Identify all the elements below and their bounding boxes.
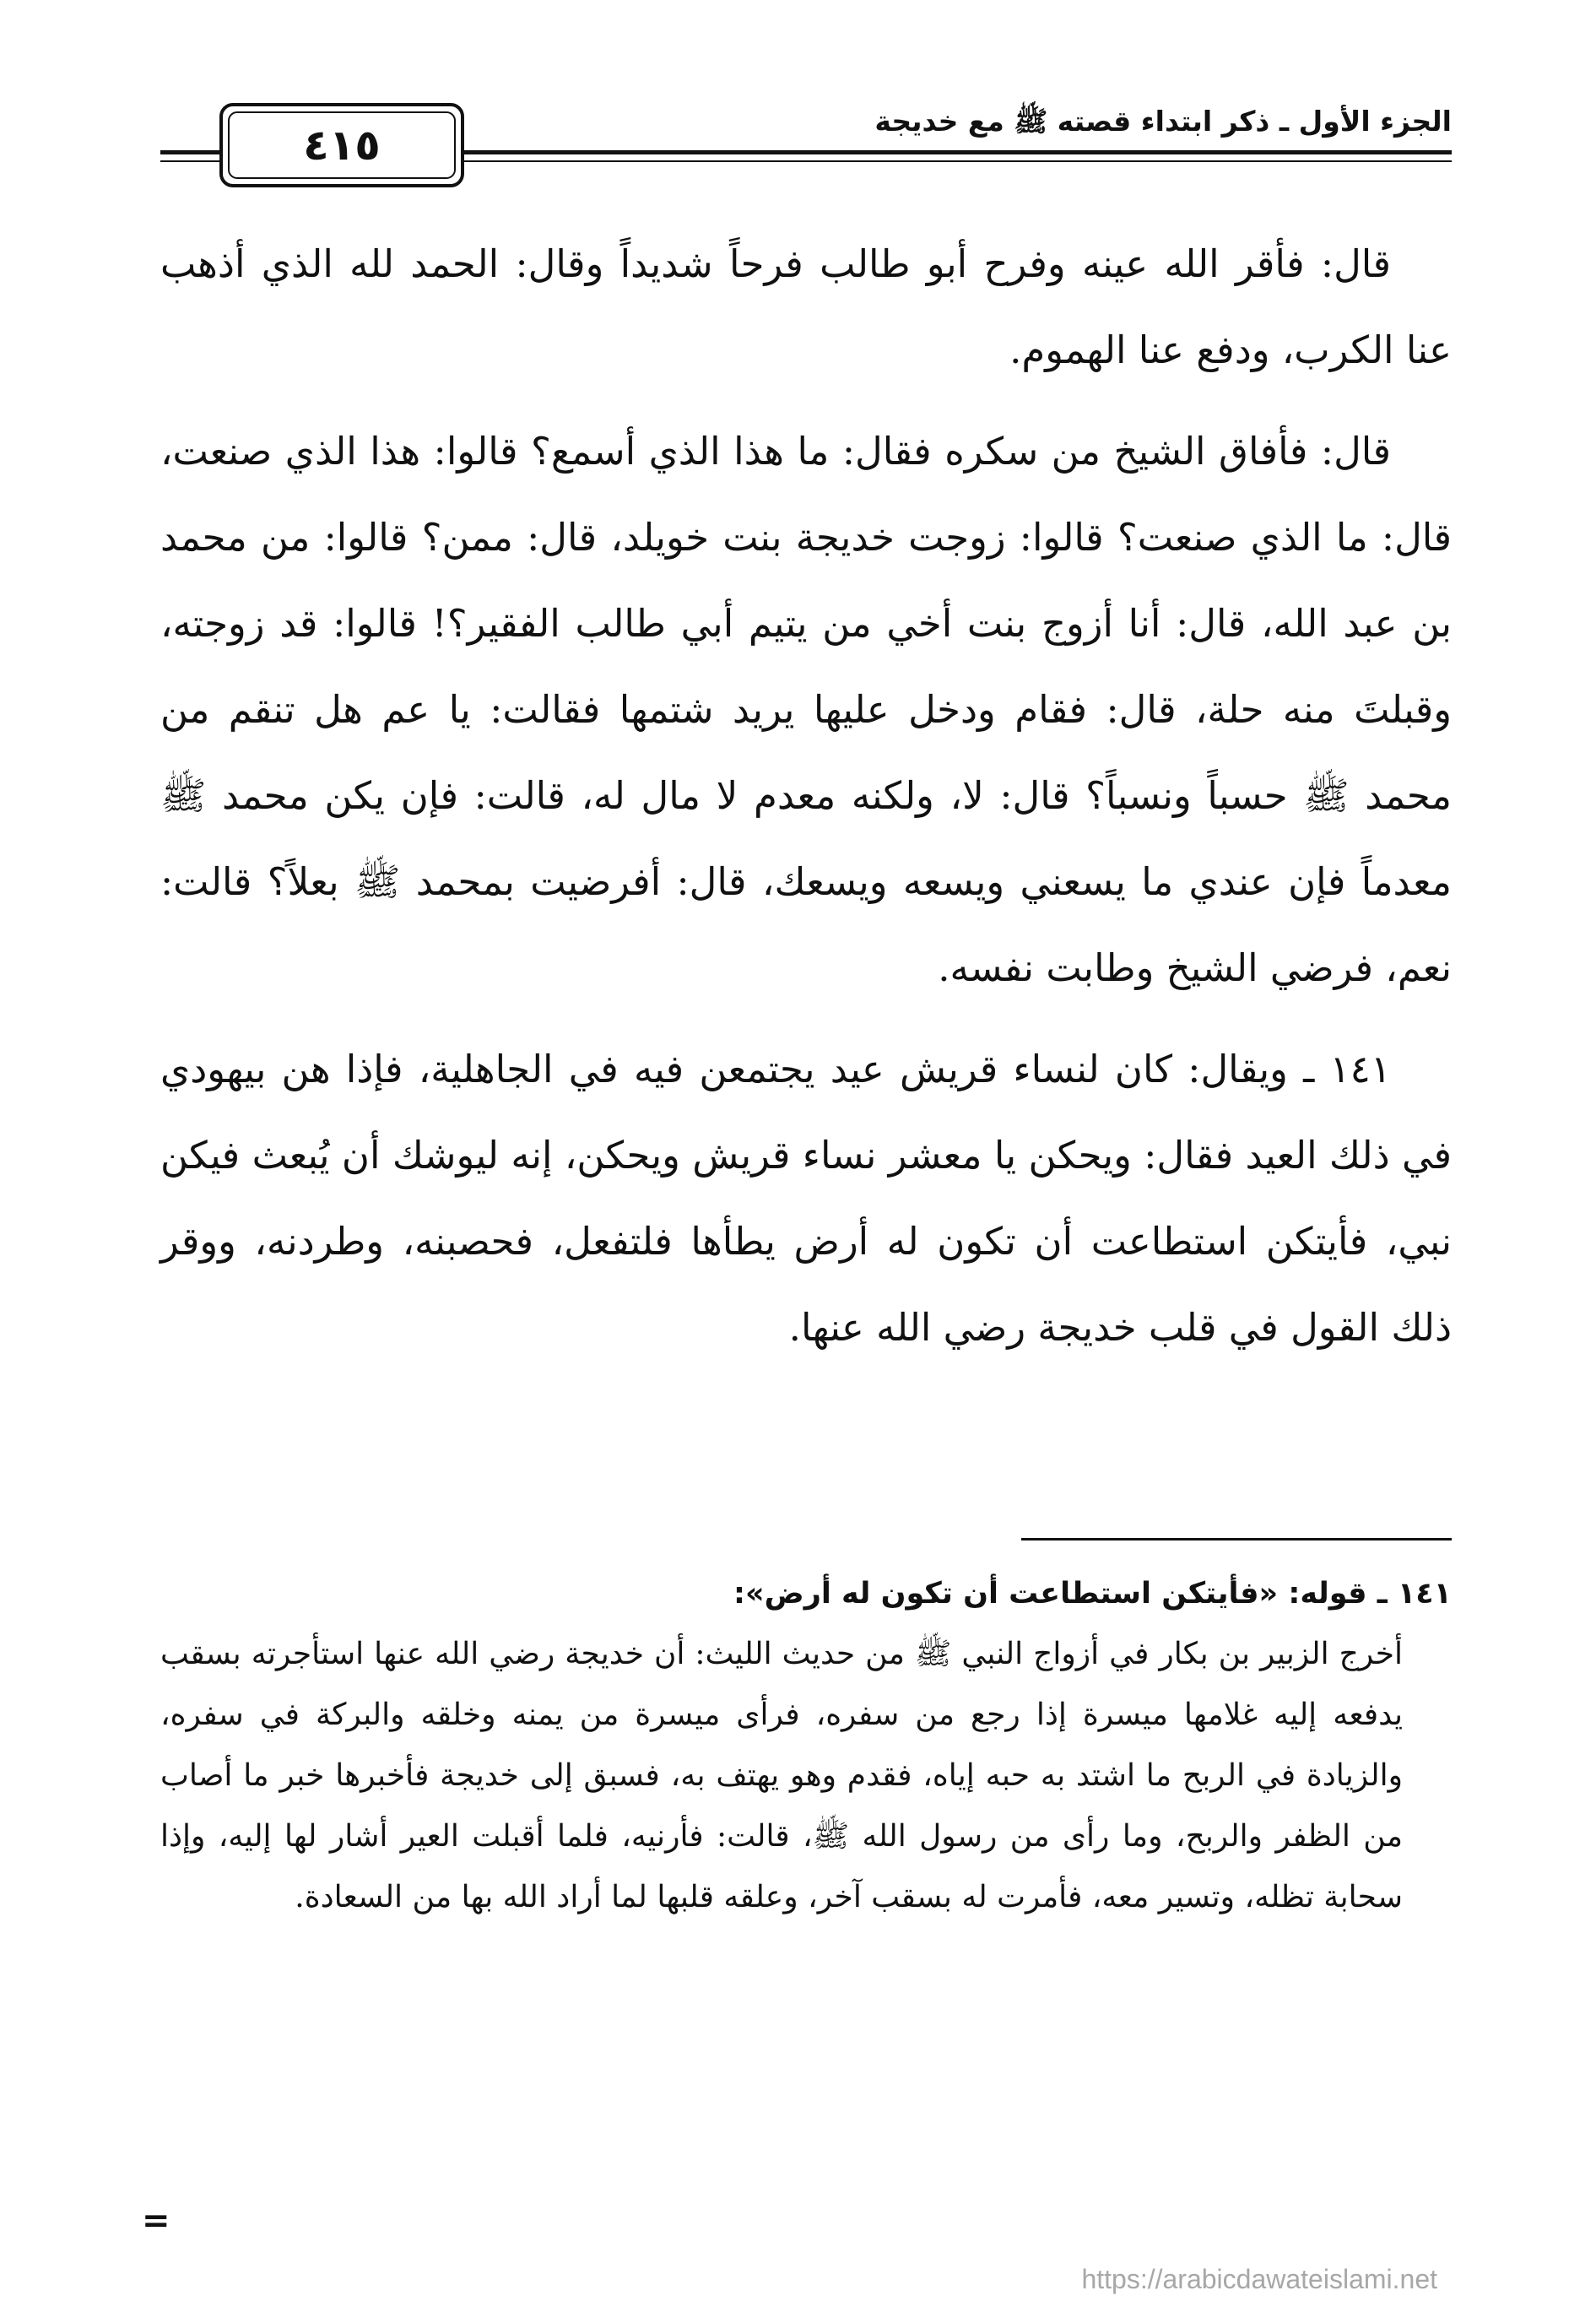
watermark-url: https://arabicdawateislami.net	[1081, 2264, 1437, 2294]
page-number-frame	[219, 103, 464, 187]
footnote-separator	[1021, 1538, 1452, 1541]
running-title: الجزء الأول ـ ذكر ابتداء قصته ﷺ مع خديجة	[874, 105, 1452, 138]
paragraph-2: قال: فأفاق الشيخ من سكره فقال: ما هذا الذي أسمع؟ قالوا: هذا الذي صنعت، قال: ما الذي صنعت؟ قالوا: زوجت خديجة بنت خويلد، قال: ممن؟ قالوا: من محمد بن عبد الله، قال: أنا أزوج بنت أخي من يتيم أبي طالب الفقير؟! قالوا: قد زوجته، وقبلتَ منه حلة، قال: فقام ودخل عليها يريد شتمها فقالت: يا عم هل تنقم من محمد ﷺ حسباً ونسباً؟ قال: لا، ولكنه معدم لا مال له، قالت: فإن يكن محمد ﷺ معدماً فإن عندي ما يسعني ويسعه ويسعك، قال: أفرضيت بمحمد ﷺ بعلاً؟ قالت: نعم، فرضي الشيخ وطابت نفسه.	[160, 429, 1452, 990]
footnote-section	[160, 1563, 1452, 1928]
paragraph-3: ١٤١ ـ ويقال: كان لنساء قريش عيد يجتمعن فيه في الجاهلية، فإذا هن بيهودي في ذلك العيد فقال: ويحكن يا معشر نساء قريش ويحكن، إنه ليوشك أن يُبعث فيكن نبي، فأيتكن استطاعت أن تكون له أرض يطأها فلتفعل، فحصبنه، وطردنه، ووقر ذلك القول في قلب خديجة رضي الله عنها.	[160, 1047, 1452, 1350]
running-header	[160, 93, 1452, 194]
continuation-mark: =	[142, 2201, 170, 2240]
paragraph-1: قال: فأقر الله عينه وفرح أبو طالب فرحاً شديداً وقال: الحمد لله الذي أذهب عنا الكرب، ودفع عنا الهموم.	[160, 241, 1452, 372]
footnote-heading: ١٤١ ـ قوله: «فأيتكن استطاعت أن تكون له أرض»:	[733, 1577, 1452, 1611]
footnote-body: أخرج الزبير بن بكار في أزواج النبي ﷺ من حديث الليث: أن خديجة رضي الله عنها استأجرته بسقب يدفعه إليه غلامها ميسرة إذا رجع من سفره، فرأى ميسرة من يمنه وخلقه والبركة في سفره، والزيادة في الربح ما اشتد به حبه إياه، فقدم وهو يهتف به، فسبق إلى خديجة فأخبرها خبر ما أصاب من الظفر والربح، وما رأى من رسول الله ﷺ، قالت: فأرنيه، فلما أقبلت العير أشار لها إليه، وإذا سحابة تظله، وتسير معه، فأمرت له بسقب آخر، وعلقه قلبها لما أراد الله بها من السعادة.	[160, 1637, 1403, 1914]
main-text	[160, 221, 1452, 1386]
page-number: ٤١٥	[228, 111, 456, 179]
